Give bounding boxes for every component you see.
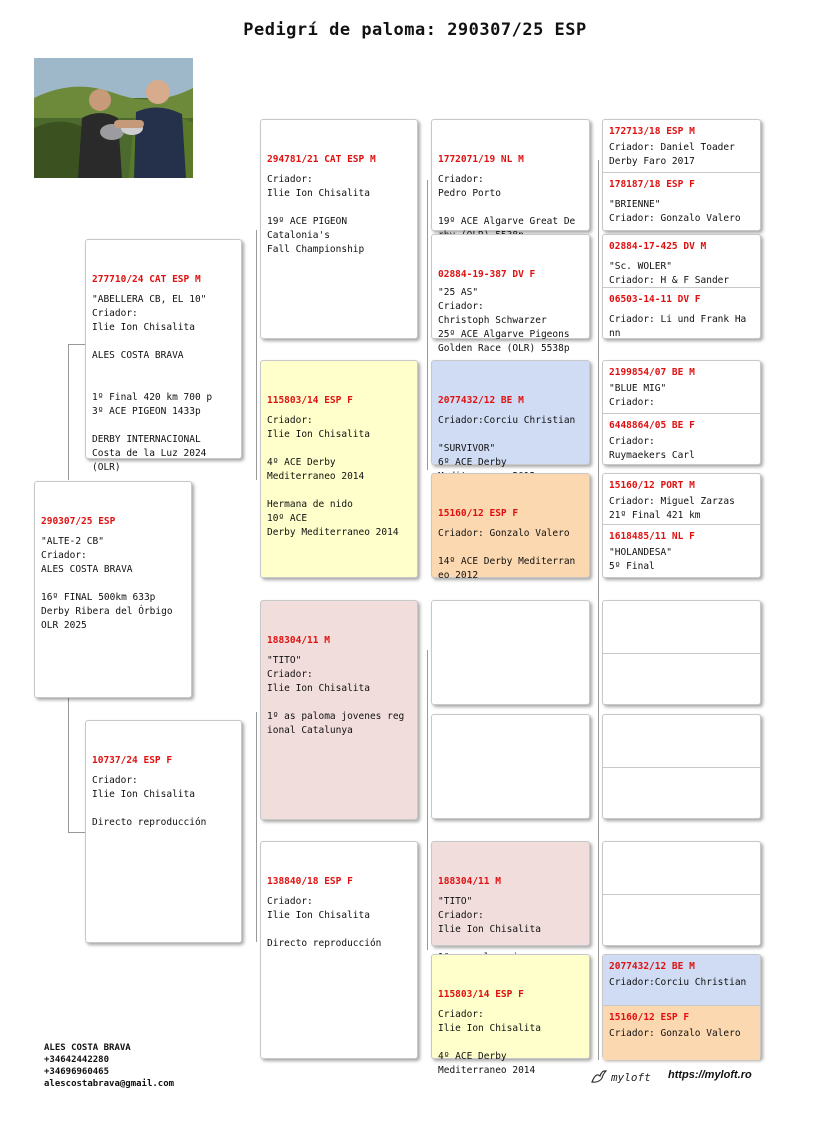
ancestor-entry[interactable]: [603, 172, 760, 232]
ancestor-entry[interactable]: [603, 474, 760, 524]
card-details: Criador: Li und Frank Ha nn: [609, 314, 747, 339]
card-details: "TITO" Criador: Ilie Ion Chisalita 1º as paloma jovenes reg ional Catalunya: [267, 655, 405, 736]
ancestor-entry[interactable]: [603, 287, 760, 340]
gen5-pair: [602, 841, 761, 946]
great-grandparent-card[interactable]: [431, 473, 590, 581]
gen5-pair: [602, 234, 761, 339]
ring-number: 290307/25 ESP: [41, 516, 116, 527]
card-details: "25 AS" Criador: Christoph Schwarzer 25º ACE Algarve Pigeons Golden Race (OLR) 5538p: [438, 287, 570, 354]
ring-number: 138840/18 ESP F: [267, 876, 353, 887]
card-details: Criador: Ruymaekers Carl: [609, 436, 695, 461]
ancestor-entry[interactable]: [603, 767, 760, 820]
card-details: Criador: Daniel Toader Derby Faro 2017: [609, 142, 735, 167]
ring-number: 1618485/11 NL F: [609, 531, 695, 542]
great-grandparent-card[interactable]: [431, 360, 590, 468]
ring-number: 2199854/07 BE M: [609, 367, 695, 378]
card-details: "ALTE-2 CB" Criador: ALES COSTA BRAVA 16º FINAL 500km 633p Derby Ribera del Órbigo OLR 2025: [41, 536, 173, 631]
card-details: Criador: Pedro Porto 19º ACE Algarve Great De: [438, 174, 576, 227]
phone-1[interactable]: +34642442280: [44, 1055, 110, 1065]
ancestor-entry[interactable]: [603, 955, 760, 1005]
ancestor-entry[interactable]: [603, 235, 760, 287]
gen5-pair: [602, 600, 761, 705]
ring-number: 06503-14-11 DV F: [609, 294, 701, 305]
email-link[interactable]: alescostabrava@gmail.com: [44, 1079, 175, 1089]
grandparent-card[interactable]: [260, 600, 418, 820]
great-grandparent-card[interactable]: [431, 234, 590, 354]
card-details: "BLUE MIG" Criador:: [609, 383, 667, 408]
ancestor-entry[interactable]: [603, 653, 760, 706]
bird-icon: [590, 1068, 608, 1086]
ring-number: 6448864/05 BE F: [609, 420, 695, 431]
ring-number: 188304/11 M: [267, 635, 330, 646]
ring-number: 2077432/12 BE M: [438, 395, 524, 406]
ring-number: 02884-17-425 DV M: [609, 241, 707, 252]
card-details: Criador: Ilie Ion Chisalita Directo reproducción: [267, 896, 382, 949]
ring-number: 277710/24 CAT ESP M: [92, 274, 201, 285]
breeder-contact: [44, 1042, 174, 1090]
ring-number: 172713/18 ESP M: [609, 126, 695, 137]
card-details: "BRIENNE" Criador: Gonzalo Valero: [609, 199, 741, 224]
card-details: Criador: Gonzalo Valero 14º ACE Derby Mediterran eo 2012: [438, 528, 576, 581]
ancestor-entry[interactable]: [603, 715, 760, 767]
website-link[interactable]: https://myloft.ro: [668, 1069, 752, 1081]
card-details: Criador: Ilie Ion Chisalita 19º ACE PIGEON Catalonia's Fall Championship: [267, 174, 370, 255]
ring-number: 2077432/12 BE M: [609, 961, 695, 972]
pigeon-photo: [34, 58, 193, 178]
ring-number: 294781/21 CAT ESP M: [267, 154, 376, 165]
ancestor-entry[interactable]: [603, 413, 760, 466]
ring-number: 178187/18 ESP F: [609, 179, 695, 190]
card-details: "ABELLERA CB, EL 10" Criador: Ilie Ion Chisalita ALES COSTA BRAVA 1º Final 420 km 700 p 3º ACE PIGEON 1433p DERBY INTERNACIONAL Costa de la Luz 2024 (OLR): [92, 294, 213, 473]
card-details: "TITO" Criador: Ilie Ion Chisalita: [438, 896, 541, 935]
ring-number: 15160/12 ESP F: [438, 508, 519, 519]
phone-2[interactable]: +34696960465: [44, 1067, 110, 1077]
ring-number: 02884-19-387 DV F: [438, 269, 536, 280]
ring-number: 115803/14 ESP F: [438, 989, 524, 1000]
card-details: "HOLANDESA" 5º Final: [609, 547, 672, 572]
ring-number: 15160/12 ESP F: [609, 1012, 690, 1023]
gen5-pair: [602, 360, 761, 465]
gen5-pair: [602, 714, 761, 819]
ancestor-entry[interactable]: [603, 524, 760, 579]
logo-text: myloft: [611, 1070, 651, 1084]
ancestor-entry[interactable]: [603, 842, 760, 894]
ring-number: 188304/11 M: [438, 876, 501, 887]
sire-card[interactable]: [85, 239, 242, 473]
ancestor-entry[interactable]: [603, 361, 760, 413]
card-details: Criador: Miguel Zarzas 21º Final 421 km: [609, 496, 735, 521]
dam-card[interactable]: [85, 720, 242, 943]
grandparent-card[interactable]: [260, 119, 418, 339]
card-details: Criador:Corciu Christian: [609, 977, 747, 988]
great-grandparent-card[interactable]: [431, 841, 590, 946]
breeder-name: ALES COSTA BRAVA: [44, 1043, 131, 1053]
ring-number: 1772071/19 NL M: [438, 154, 524, 165]
card-details: Criador: Gonzalo Valero: [609, 1028, 741, 1039]
great-grandparent-card[interactable]: [431, 954, 590, 1076]
gen5-pair: [602, 473, 761, 578]
ring-number: 15160/12 PORT M: [609, 480, 695, 491]
great-grandparent-card[interactable]: [431, 119, 590, 231]
subject-card[interactable]: [34, 481, 192, 698]
card-details: Criador:Corciu Christian "SURVIVOR" 6º ACE Derby: [438, 415, 576, 468]
ancestor-entry[interactable]: [603, 120, 760, 172]
myloft-logo: [590, 1068, 651, 1086]
page-title: Pedigrí de paloma: 290307/25 ESP: [243, 20, 587, 40]
ring-number: 115803/14 ESP F: [267, 395, 353, 406]
gen5-pair: [602, 119, 761, 231]
card-details: Criador: Ilie Ion Chisalita 4º ACE Derby Mediterraneo 2014 Hermana de nido 10º ACE Derby Mediterraneo 2014: [267, 415, 399, 538]
card-details: Criador: Ilie Ion Chisalita 4º ACE Derby Mediterraneo 2014: [438, 1009, 541, 1076]
grandparent-card[interactable]: [260, 841, 418, 1059]
great-grandparent-card[interactable]: [431, 600, 590, 705]
gen5-pair: [602, 954, 761, 1059]
great-grandparent-card[interactable]: [431, 714, 590, 819]
ancestor-entry[interactable]: [603, 601, 760, 653]
grandparent-card[interactable]: [260, 360, 418, 578]
card-details: "Sc. WOLER" Criador: H & F Sander: [609, 261, 730, 286]
ancestor-entry[interactable]: [603, 894, 760, 947]
ring-number: 10737/24 ESP F: [92, 755, 173, 766]
card-details: Criador: Ilie Ion Chisalita Directo reproducción: [92, 775, 207, 828]
ancestor-entry[interactable]: [603, 1005, 760, 1060]
